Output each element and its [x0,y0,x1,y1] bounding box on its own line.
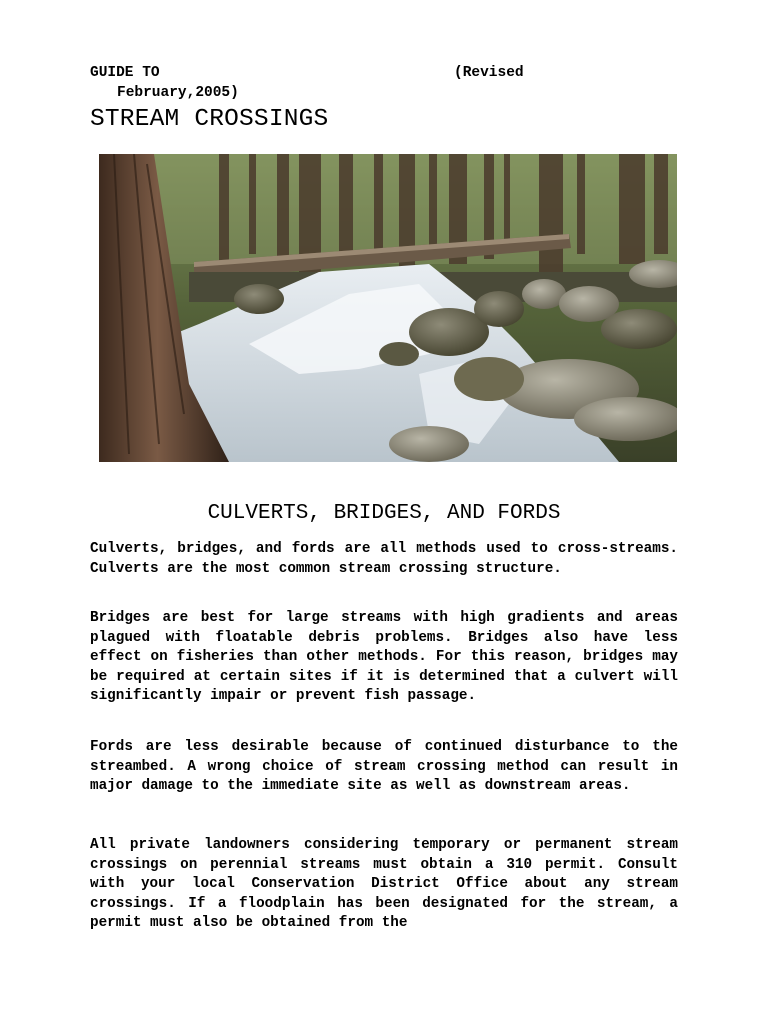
page-title: STREAM CROSSINGS [90,106,329,133]
revised-date: February,2005) [117,85,239,101]
paragraph-permits: All private landowners considering temporary or permanent stream crossings on perennial streams must obtain a 310 permit. Consult with your local Conservation District Office about any stream crossings. If a floodplain has been designated for the stream, a permit must also be obtained from the [90,837,678,932]
paragraph-culverts-intro: Culverts, bridges, and fords are all methods used to cross-streams. Culverts are the most common stream crossing structure. [90,541,678,577]
forest-stream-waterfall-photo [99,154,677,462]
paragraph-bridges: Bridges are best for large streams with high gradients and areas plagued with floatable debris problems. Bridges also have less effect on fisheries than other methods. For this reason, bridges may be required at certain sites if it is determined that a culvert will significantly impair or prevent fish passage. [90,610,678,705]
revised-label: (Revised [454,65,524,81]
paragraph-fords: Fords are less desirable because of continued disturbance to the streambed. A wrong choice of stream crossing method can result in major damage to the immediate site as well as downstream areas. [90,739,678,795]
header-line [90,64,540,82]
guide-to-label: GUIDE TO [90,65,160,81]
section-heading: CULVERTS, BRIDGES, AND FORDS [207,502,561,525]
